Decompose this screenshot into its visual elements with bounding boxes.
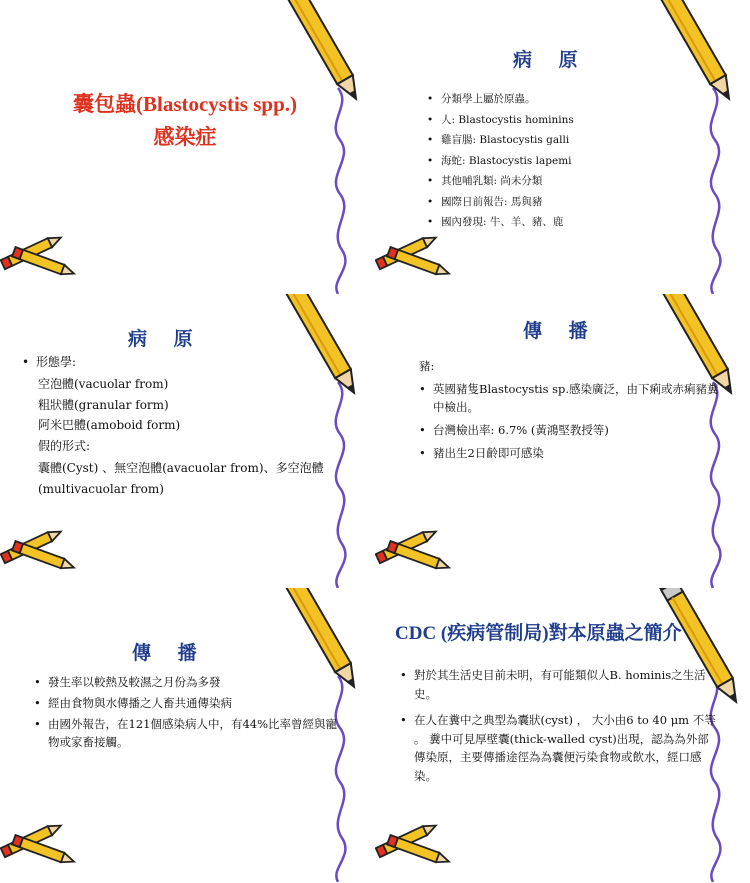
- slide-4: [375, 294, 750, 588]
- form-list: [38, 374, 180, 456]
- bullet-list: [22, 352, 76, 372]
- section-label: 豬:: [419, 359, 435, 373]
- list-item: • 發生率以較熱及較濕之月份為多發: [34, 673, 339, 691]
- list-item: • 其他哺乳類: 尚未分類: [427, 171, 574, 192]
- slide-title: 病 原: [128, 328, 203, 350]
- slide-title: 傳 播: [523, 320, 598, 342]
- slide-title: CDC (疾病管制局)對本原蟲之簡介: [395, 623, 682, 644]
- list-item: • 由國外報告，在121個感染病人中，有44%比率曾經與寵物或家畜接觸。: [34, 715, 339, 751]
- form-item: 空泡體(vacuolar from): [38, 377, 169, 391]
- list-item: • 國際日前報告: 馬與豬: [427, 192, 574, 213]
- list-item: • 在人在糞中之典型為囊狀(cyst) ， 大小由6 to 40 μm 不等 。 糞中可見厚壁囊(thick-walled cyst)出現，認為為外部傳染原，主要傳播途徑為為囊便污染食物或飲水，經口感染。: [400, 711, 720, 785]
- list-item: • 台灣檢出率: 6.7% (黃鴻堅教授等): [419, 421, 724, 439]
- form-item: 粗狀體(granular form): [38, 397, 169, 412]
- bullet-list: [400, 666, 720, 793]
- bullet-list: [419, 380, 724, 467]
- slide-title: 傳 播: [132, 642, 207, 664]
- list-item: • 雞盲腸: Blastocystis galli: [427, 130, 574, 151]
- list-item: • 分類學上屬於原蟲。: [427, 89, 574, 110]
- slide-3: [0, 294, 375, 588]
- list-item: • 人: Blastocystis hominins: [427, 110, 574, 131]
- list-item: • 對於其生活史目前未明，有可能類似人B. hominis之生活史。: [400, 666, 720, 703]
- list-item: • 形態學:: [22, 352, 76, 372]
- list-item: • 經由食物與水傳播之人畜共通傳染病: [34, 694, 339, 712]
- slide-title: 囊包蟲(Blastocystis spp.) 感染症: [72, 92, 298, 149]
- slide-2: [375, 0, 750, 294]
- slide-1: [0, 0, 375, 294]
- bullet-list: [427, 89, 574, 233]
- list-item: • 海蛇: Blastocystis lapemi: [427, 151, 574, 172]
- form-item: 阿米巴體(amoboid form): [38, 418, 181, 432]
- list-item: • 英國豬隻Blastocystis sp.感染廣泛，由下痢或赤痢豬糞中檢出。: [419, 380, 724, 416]
- list-item: • 豬出生2日齡即可感染: [419, 444, 724, 462]
- false-forms-text: 囊體(Cyst) 、無空泡體(avacuolar from)、多空泡體(multivacuolar from): [38, 461, 324, 496]
- form-item: 假的形式:: [38, 438, 91, 453]
- list-item: • 國內發現: 牛、羊、豬、鹿: [427, 212, 574, 233]
- slide-5: [0, 588, 375, 882]
- slide-title: 病 原: [513, 49, 588, 71]
- slide-6: [375, 588, 750, 882]
- bullet-list: [34, 673, 339, 754]
